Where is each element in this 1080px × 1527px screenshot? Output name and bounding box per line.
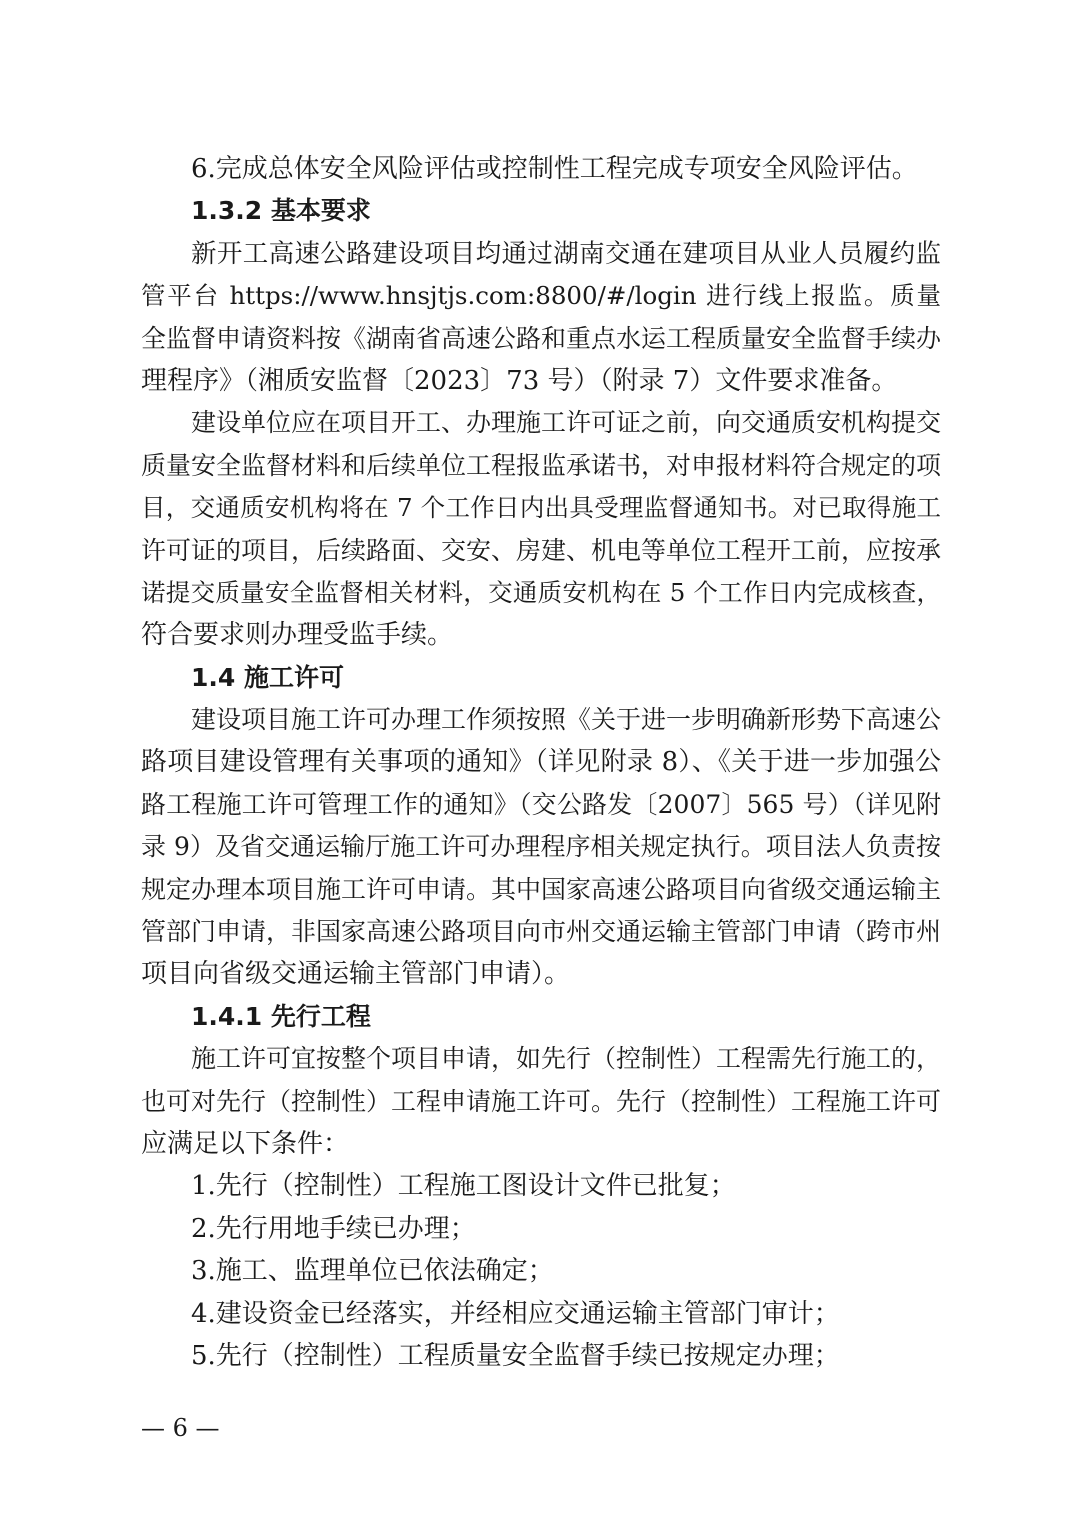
paragraph-line: 管平台 https://www.hnsjtjs.com:8800/#/login 进行线上报监。质量 bbox=[141, 281, 941, 311]
paragraph-line: 符合要求则办理受监手续。 bbox=[141, 620, 454, 651]
paragraph-line: 新开工高速公路建设项目均通过湖南交通在建项目从业人员履约监 bbox=[191, 238, 941, 269]
paragraph-line: 理程序》（湘质安监督〔2023〕73 号）（附录 7）文件要求准备。 bbox=[141, 365, 898, 396]
paragraph-line: 也可对先行（控制性）工程申请施工许可。先行（控制性）工程施工许可 bbox=[141, 1086, 941, 1116]
paragraph-line: 建设项目施工许可办理工作须按照《关于进一步明确新形势下高速公 bbox=[191, 705, 941, 735]
paragraph-line: 路项目建设管理有关事项的通知》（详见附录 8）、《关于进一步加强公 bbox=[141, 747, 941, 778]
document-body bbox=[141, 148, 941, 1377]
paragraph-line: 应满足以下条件： bbox=[141, 1128, 350, 1159]
page-number: — 6 — bbox=[141, 1414, 220, 1442]
paragraph-line: 路工程施工许可管理工作的通知》（交公路发〔2007〕565 号）（详见附 bbox=[141, 789, 941, 819]
paragraph-line: 项目向省级交通运输主管部门申请）。 bbox=[141, 959, 571, 990]
paragraph-line: 施工许可宜按整个项目申请，如先行（控制性）工程需先行施工的， bbox=[191, 1044, 941, 1074]
paragraph-line: 建设单位应在项目开工、办理施工许可证之前，向交通质安机构提交 bbox=[191, 408, 941, 438]
paragraph-line: 诺提交质量安全监督相关材料，交通质安机构在 5 个工作日内完成核查， bbox=[141, 577, 941, 607]
paragraph-line: 管部门申请，非国家高速公路项目向市州交通运输主管部门申请（跨市州 bbox=[141, 917, 941, 947]
paragraph-line: 质量安全监督材料和后续单位工程报监承诺书，对申报材料符合规定的项 bbox=[141, 450, 941, 480]
list-item-1: 1.先行（控制性）工程施工图设计文件已批复； bbox=[191, 1171, 736, 1202]
section-heading-1-3-2: 1.3.2 基本要求 bbox=[191, 196, 371, 226]
list-item-5: 5.先行（控制性）工程质量安全监督手续已按规定办理； bbox=[191, 1340, 840, 1371]
paragraph-line: 目，交通质安机构将在 7 个工作日内出具受理监督通知书。对已取得施工 bbox=[141, 493, 941, 523]
paragraph-line: 全监督申请资料按《湖南省高速公路和重点水运工程质量安全监督手续办 bbox=[141, 323, 941, 353]
section-heading-1-4-1: 1.4.1 先行工程 bbox=[191, 1001, 371, 1031]
list-item-6: 6.完成总体安全风险评估或控制性工程完成专项安全风险评估。 bbox=[191, 154, 918, 184]
paragraph-line: 录 9）及省交通运输厅施工许可办理程序相关规定执行。项目法人负责按 bbox=[141, 832, 941, 862]
list-item-3: 3.施工、监理单位已依法确定； bbox=[191, 1256, 554, 1287]
paragraph-line: 许可证的项目，后续路面、交安、房建、机电等单位工程开工前，应按承 bbox=[141, 535, 941, 565]
paragraph-line: 规定办理本项目施工许可申请。其中国家高速公路项目向省级交通运输主 bbox=[141, 874, 941, 904]
list-item-2: 2.先行用地手续已办理； bbox=[191, 1213, 476, 1244]
section-heading-1-4: 1.4 施工许可 bbox=[191, 662, 344, 692]
list-item-4: 4.建设资金已经落实，并经相应交通运输主管部门审计； bbox=[191, 1298, 840, 1329]
